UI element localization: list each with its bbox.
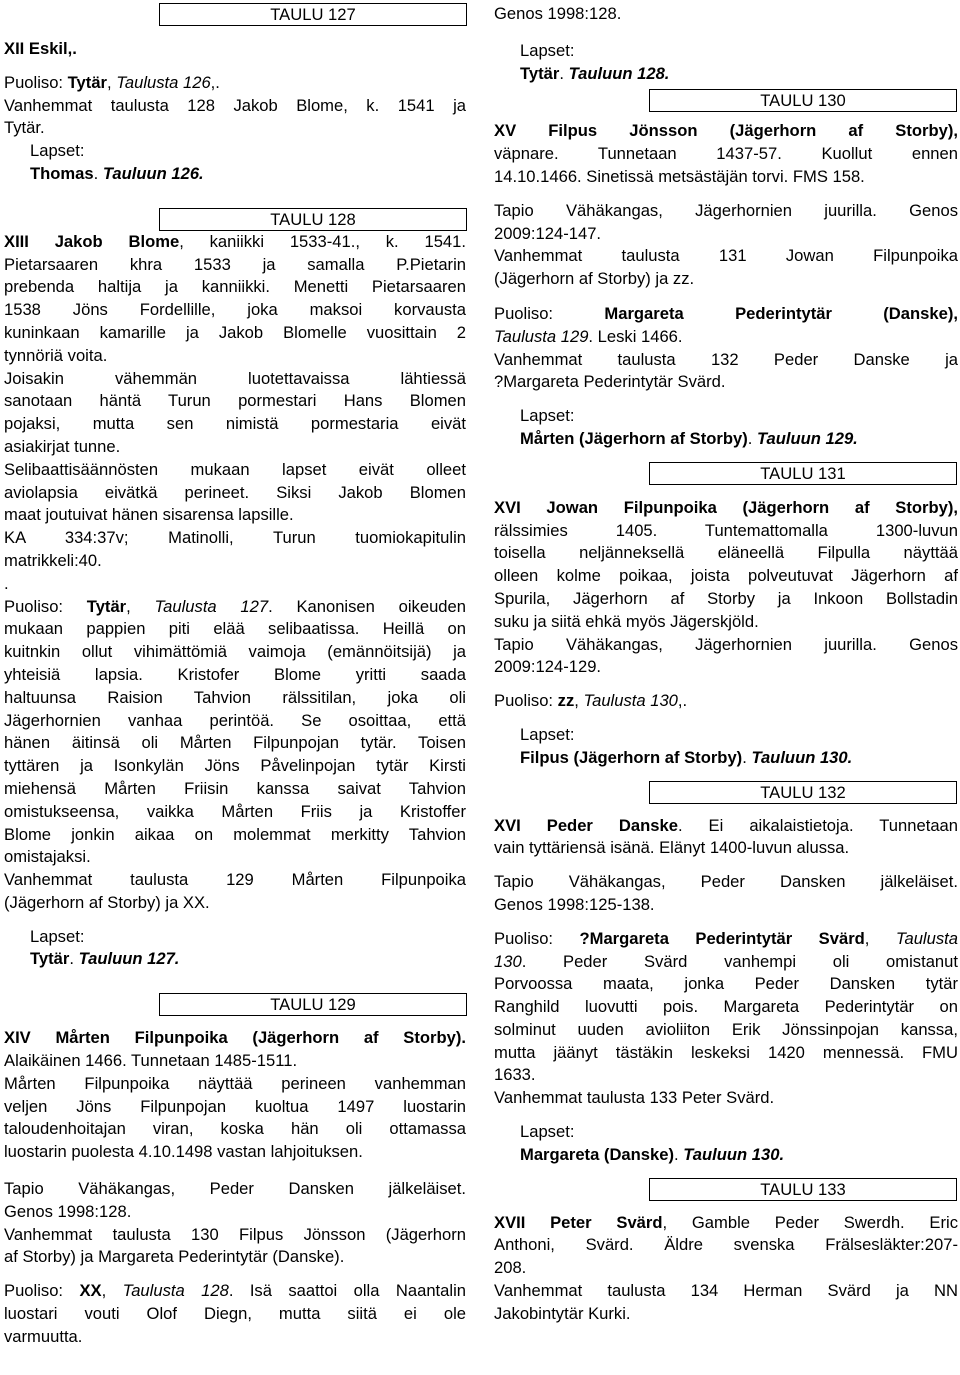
table-header-130: TAULU 130 [649,89,957,112]
children-label-131: Lapset: [520,724,575,744]
parents-line-130d: ?Margareta Pederintytär Svärd. [494,372,726,392]
text-line: 1633. [494,1065,536,1085]
spouse-line-127: Puoliso: Tytär, Taulusta 126,. [4,72,220,92]
text-line: prebenda haltija ja kanniikki. Menetti Pietarsaaren [4,277,466,297]
entry-title-133: XVII Peter Svärd, Gamble Peder Swerdh. Eric [494,1212,958,1232]
spouse-line-130b: Taulusta 129. Leski 1466. [494,326,683,346]
spouse-line-130: Puoliso: Margareta Pederintytär (Danske), [494,303,958,323]
parents-line-130c: Vanhemmat taulusta 132 Peder Danske ja [494,349,958,369]
text-line: Selibaattisäännösten mukaan lapset eivät olleet [4,459,466,479]
child-line-128: Tytär. Tauluun 127. [30,949,180,969]
children-label-129: Lapset: [520,40,575,60]
text-line: Joisakin vähemmän luotettavaissa lähtiessä [4,368,466,388]
child-line-131: Filpus (Jägerhorn af Storby). Tauluun 130. [520,747,853,767]
left-column [4,0,466,1349]
entry-title-132: XVI Peder Danske. Ei aikalaistietoja. Tunnetaan [494,815,959,835]
text-line: XIII Jakob Blome, kaniikki 1533-41., k. 1541. [4,231,466,251]
text-line: omistajaksi. [4,847,91,867]
text-line: maat joutuivat hänen sisarensa lapsille. [4,505,294,525]
child-line-130: Mårten (Jägerhorn af Storby). Tauluun 129. [520,428,858,448]
table-header-133: TAULU 133 [649,1178,957,1201]
text-line: suku ja siitä ehkä myös Jägerskjöld. [494,611,759,631]
parents-line-128b: (Jägerhorn af Storby) ja XX. [4,892,210,912]
text-line: sanotaan häntä Turun pormestari Hans Blomen [4,391,466,411]
text-line: 1538 Jöns Fordellille, joka maksoi korvausta [4,300,466,320]
text-line: toisella neljänneksellä eläneellä Filpulla näyttää [494,543,958,563]
child-line-129: Tytär. Tauluun 128. [520,63,670,83]
text-line: kuitnkin ollut vihimättömiä vaimoja (emännöitsijä) ja [4,642,466,662]
text-line: asiakirjat tunne. [4,436,121,456]
text-line: omistukseensa, vaikka Mårten Friis ja Kristoffer [4,801,466,821]
entry-title-127: XII Eskil,. [4,39,77,58]
text-line: luostari vouti Olof Diegn, mutta siitä ei ole [4,1304,466,1324]
text-line: Ranghild luovutti pois. Margareta Pederintytär on [494,997,958,1017]
text-line: Pietarsaaren khra 1533 ja samalla P.Pietarin [4,254,466,274]
text-line: tyttären ja Isonkylän Jöns Påvelinpojan tytär Kirsti [4,756,466,776]
parents-line-129b: af Storby) ja Margareta Pederintytär (Danske). [4,1247,345,1267]
text-line: kuninkaan kamarille ja Jakob Blomelle vuosittain 2 [4,322,466,342]
entry-text-128 [4,231,466,596]
text-line: 14.10.1466. Sinetissä metsästäjän torvi. FMS 158. [494,166,865,186]
spouse-line-132b: 130. Peder Svärd vanhempi oli omistanut [494,951,958,971]
table-header-129: TAULU 129 [159,993,467,1016]
children-label-130: Lapset: [520,406,575,426]
children-label-132: Lapset: [520,1122,575,1142]
text-line: vain tyttäriensä isänä. Elänyt 1400-luvun alussa. [494,838,850,858]
text-line: Blome jonkin aikaa on molemmat merkitty Tahvion [4,824,466,844]
source-line-130: Tapio Vähäkangas, Jägerhornien juurilla. Genos [494,200,958,220]
parents-line-132: Vanhemmat taulusta 133 Peter Svärd. [494,1088,775,1108]
text-line: mutta jäänyt tästäkin leskeksi 1420 mennessä. FMU [494,1042,958,1062]
spouse-line-128: Puoliso: Tytär, Taulusta 127. Kanonisen oikeuden [4,596,466,616]
text-line: . [4,573,9,593]
text-line: haltuunsa Raision Tahvion rälssitilan, joka oli [4,687,466,707]
text-line: rälssimies 1405. Tuntemattomalla 1300-luvun [494,520,958,540]
text-line: yhteisiä lapsia. Kristofer Blome yritti saada [4,664,466,684]
source-line-131b: 2009:124-129. [494,657,602,677]
text-line: solminut uuden avioliiton Erik Jönssinpojan kanssa, [494,1019,958,1039]
spouse-line-129: Puoliso: XX, Taulusta 128. Isä saattoi olla Naantalin [4,1281,466,1301]
parents-line-128: Vanhemmat taulusta 129 Mårten Filpunpoika [4,870,466,890]
child-line-132: Margareta (Danske). Tauluun 130. [520,1144,785,1164]
source-line-131: Tapio Vähäkangas, Jägerhornien juurilla. Genos [494,634,958,654]
table-header-131: TAULU 131 [649,462,957,485]
text-line: miehensä Mårten Friisin kanssa saivat Tahvion [4,778,466,798]
table-header-132: TAULU 132 [649,781,957,804]
parents-line-130b: (Jägerhorn af Storby) ja zz. [494,269,695,289]
source-line-132b: Genos 1998:125-138. [494,894,655,914]
entry-title-129: XIV Mårten Filpunpoika (Jägerhorn af Storby). [4,1028,466,1048]
text-line: luostarin puolesta 4.10.1498 vastan lahjoituksen. [4,1142,363,1162]
text-line: aviolapsia eivätkä perineet. Siksi Jakob Blomen [4,482,466,502]
source-line-130b: 2009:124-147. [494,223,602,243]
text-line: mukaan pappien piti elää selibaatissa. Heillä on [4,619,466,639]
text-line: Jägerhornien vanhaa perintöä. Se osoittaa, että [4,710,466,730]
entry-title-130: XV Filpus Jönsson (Jägerhorn af Storby), [494,121,958,141]
source-line-132: Tapio Vähäkangas, Peder Dansken jälkeläiset. [494,872,958,892]
source-line-129: Tapio Vähäkangas, Peder Dansken jälkeläiset. [4,1179,466,1199]
children-label-128: Lapset: [30,926,85,946]
text-line: matrikkeli:40. [4,550,102,570]
table-header-127: TAULU 127 [159,3,467,26]
parents-line-133b: Jakobintytär Kurki. [494,1303,631,1323]
text-line: hänen äitinsä oli Mårten Filpunpojan tytär. Toisen [4,733,466,753]
genos-line: Genos 1998:128. [494,4,622,23]
spouse-line-131: Puoliso: zz, Taulusta 130,. [494,691,688,711]
table-header-128: TAULU 128 [159,208,467,231]
spouse-line-132: Puoliso: ?Margareta Pederintytär Svärd, Taulusta [494,928,958,948]
entry-title-131: XVI Jowan Filpunpoika (Jägerhorn af Storby), [494,497,958,517]
text-line: Anthoni, Svärd. Äldre svenska Frälsesläkter:207- [494,1235,958,1255]
parents-line-133: Vanhemmat taulusta 134 Herman Svärd ja NN [494,1281,958,1301]
child-line-127: Thomas. Tauluun 126. [30,163,204,183]
text-line: Alaikäinen 1466. Tunnetaan 1485-1511. [4,1051,298,1071]
right-column [494,0,958,1326]
parents-line-129: Vanhemmat taulusta 130 Filpus Jönsson (Jägerhorn [4,1224,466,1244]
text-line: väpnare. Tunnetaan 1437-57. Kuollut ennen [494,144,958,164]
text-line: tynnöriä voita. [4,345,108,365]
text-line: olleen kolme poikaa, joista polveutuvat Jägerhorn af [494,566,958,586]
text-line: taloudenhoitajan viran, koska hän oli ottamassa [4,1119,466,1139]
text-line: pojaksi, mutta sen nimistä pormestaria eivät [4,414,466,434]
text-line: veljen Jöns Filpunpojan kuoltua 1497 luostarin [4,1096,466,1116]
text-line: 208. [494,1258,527,1278]
text-line: Spurila, Jägerhorn af Storby ja Inkoon Bollstadin [494,588,958,608]
text-line: KA 334:37v; Matinolli, Turun tuomiokapitulin [4,528,466,548]
parents-line-127: Vanhemmat taulusta 128 Jakob Blome, k. 1541 ja [4,95,466,115]
text-line: varmuutta. [4,1326,83,1346]
parents-line-127b: Tytär. [4,118,45,138]
children-label-127: Lapset: [30,141,85,161]
text-line: Porvoossa maata, jonka Peder Dansken tytär [494,974,958,994]
source-line-129b: Genos 1998:128. [4,1201,132,1221]
parents-line-130: Vanhemmat taulusta 131 Jowan Filpunpoika [494,246,958,266]
text-line: Mårten Filpunpoika näyttää perineen vanhemman [4,1073,466,1093]
